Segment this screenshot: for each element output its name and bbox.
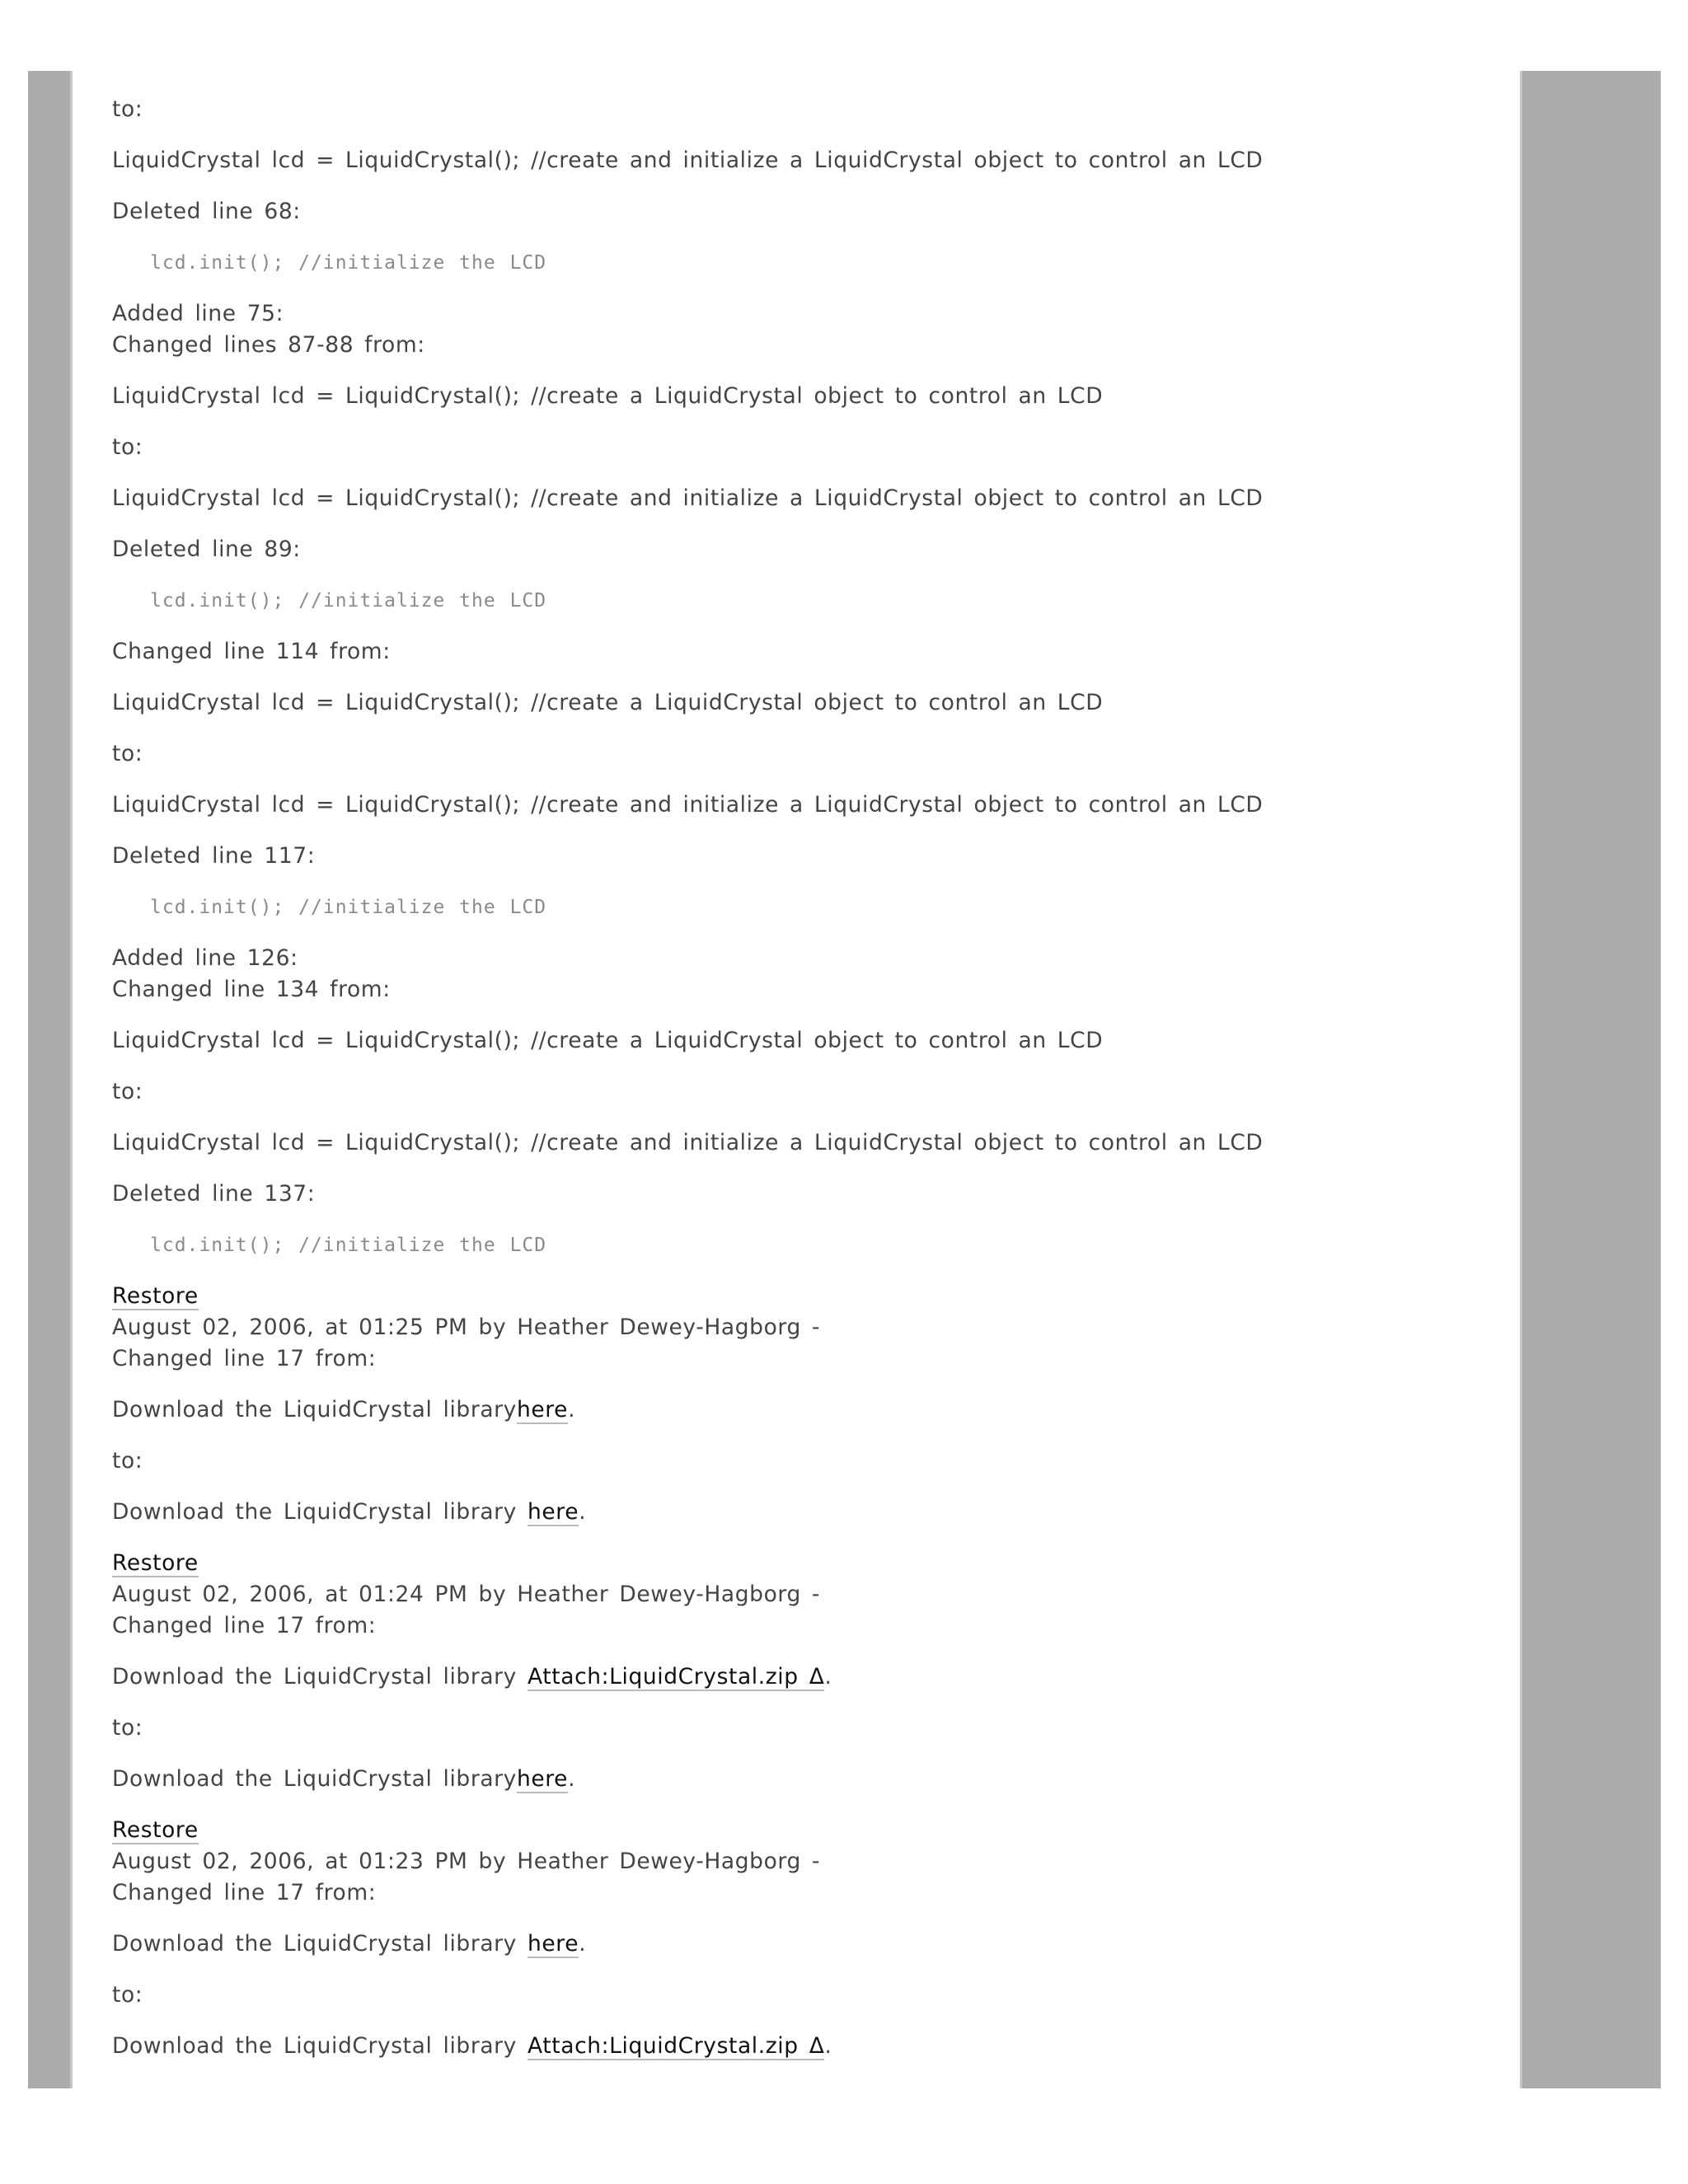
diff-line xyxy=(112,1661,1505,1693)
download-text: Download the LiquidCrystal library xyxy=(112,1499,517,1525)
diff-line: to: xyxy=(112,1448,143,1474)
diff-line: to: xyxy=(112,1079,143,1104)
here-link[interactable]: here xyxy=(516,1766,569,1792)
download-text: Download the LiquidCrystal library xyxy=(112,1766,517,1792)
diff-line: Changed line 114 from: xyxy=(112,639,391,664)
download-text: Download the LiquidCrystal library xyxy=(112,1931,517,1957)
here-link[interactable]: here xyxy=(516,1397,569,1422)
diff-line xyxy=(112,1394,1505,1426)
diff-line: to: xyxy=(112,434,143,460)
left-sidebar-bar xyxy=(28,71,73,2088)
diff-line: to: xyxy=(112,96,143,122)
diff-line: LiquidCrystal lcd = LiquidCrystal(); //create and initialize a LiquidCrystal object to control an LCD xyxy=(112,485,1264,511)
right-sidebar-bar xyxy=(1520,71,1661,2088)
diff-line: Deleted line 137: xyxy=(112,1181,316,1207)
diff-line: Deleted line 89: xyxy=(112,537,301,562)
download-text: Download the LiquidCrystal library xyxy=(112,1397,517,1422)
revision-restore xyxy=(112,1281,1505,1312)
diff-line: LiquidCrystal lcd = LiquidCrystal(); //create and initialize a LiquidCrystal object to control an LCD xyxy=(112,792,1264,818)
diff-line: LiquidCrystal lcd = LiquidCrystal(); //create a LiquidCrystal object to control an LCD xyxy=(112,383,1104,409)
diff-line xyxy=(112,2031,1505,2062)
diff-line: Changed line 134 from: xyxy=(112,977,391,1002)
diff-line: LiquidCrystal lcd = LiquidCrystal(); //create and initialize a LiquidCrystal object to control an LCD xyxy=(112,1130,1264,1155)
restore-link[interactable]: Restore xyxy=(112,1817,199,1843)
attach-link[interactable]: Attach:LiquidCrystal.zip Δ xyxy=(527,2033,825,2059)
revision-meta: August 02, 2006, at 01:23 PM by Heather Dewey-Hagborg - xyxy=(112,1849,821,1874)
diff-line: Changed line 17 from: xyxy=(112,1880,377,1905)
revision-restore xyxy=(112,1815,1505,1846)
diff-line: Deleted line 117: xyxy=(112,843,316,869)
code-line: lcd.init(); //initialize the LCD xyxy=(150,897,547,918)
diff-line: to: xyxy=(112,1982,143,2008)
here-link[interactable]: here xyxy=(527,1931,579,1957)
period: . xyxy=(568,1766,576,1792)
download-text: Download the LiquidCrystal library xyxy=(112,2033,517,2059)
diff-line: Deleted line 68: xyxy=(112,199,301,224)
attach-link[interactable]: Attach:LiquidCrystal.zip Δ xyxy=(527,1664,825,1690)
diff-line: Added line 75: xyxy=(112,301,284,326)
code-line: lcd.init(); //initialize the LCD xyxy=(150,590,547,612)
revision-meta: August 02, 2006, at 01:24 PM by Heather Dewey-Hagborg - xyxy=(112,1582,821,1607)
here-link[interactable]: here xyxy=(527,1499,579,1525)
period: . xyxy=(824,2033,832,2059)
diff-line: LiquidCrystal lcd = LiquidCrystal(); //create a LiquidCrystal object to control an LCD xyxy=(112,690,1104,715)
diff-line: Added line 126: xyxy=(112,945,298,971)
diff-line: to: xyxy=(112,741,143,766)
period: . xyxy=(579,1499,587,1525)
revision-meta: August 02, 2006, at 01:25 PM by Heather Dewey-Hagborg - xyxy=(112,1315,821,1340)
revision-restore xyxy=(112,1548,1505,1579)
code-line: lcd.init(); //initialize the LCD xyxy=(150,252,547,274)
diff-line: to: xyxy=(112,1715,143,1741)
code-line: lcd.init(); //initialize the LCD xyxy=(150,1235,547,1256)
period: . xyxy=(579,1931,587,1957)
diff-line xyxy=(112,1497,1505,1528)
restore-link[interactable]: Restore xyxy=(112,1283,199,1309)
restore-link[interactable]: Restore xyxy=(112,1550,199,1576)
diff-line xyxy=(112,1764,1505,1795)
diff-line: LiquidCrystal lcd = LiquidCrystal(); //create and initialize a LiquidCrystal object to control an LCD xyxy=(112,148,1264,173)
diff-line: Changed line 17 from: xyxy=(112,1613,377,1638)
diff-line: LiquidCrystal lcd = LiquidCrystal(); //create a LiquidCrystal object to control an LCD xyxy=(112,1028,1104,1053)
diff-line: Changed line 17 from: xyxy=(112,1346,377,1371)
period: . xyxy=(824,1664,832,1690)
page-history-content xyxy=(112,94,1505,2082)
diff-line: Changed lines 87-88 from: xyxy=(112,332,425,358)
download-text: Download the LiquidCrystal library xyxy=(112,1664,517,1690)
period: . xyxy=(568,1397,576,1422)
diff-line xyxy=(112,1929,1505,1960)
